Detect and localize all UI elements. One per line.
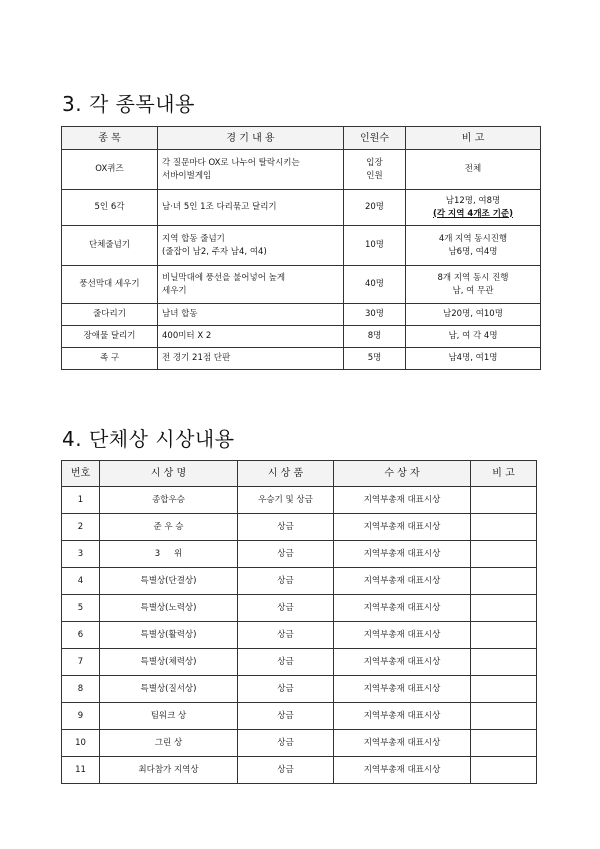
award-row: [62, 730, 537, 757]
event-row: [62, 266, 541, 304]
content-cell: [158, 226, 344, 266]
no-cell: 1: [62, 487, 100, 514]
note-cell: [406, 326, 541, 348]
prize-cell: 상금: [238, 541, 334, 568]
note-cell-line: 4개 지역 동시진행: [438, 233, 508, 244]
note-cell: [406, 266, 541, 304]
no-cell: 4: [62, 568, 100, 595]
recipient-cell: 지역부총재 대표시상: [334, 730, 471, 757]
award-row: [62, 649, 537, 676]
note-cell-line: 전체: [464, 164, 482, 174]
header-recipient: 수 상 자: [334, 461, 471, 487]
count-cell: [344, 266, 406, 304]
award-row: [62, 622, 537, 649]
event-table: [61, 126, 541, 370]
note-cell: [471, 676, 537, 703]
event-row: [62, 190, 541, 226]
award-cell: 준 우 승: [100, 514, 238, 541]
event-row: [62, 304, 541, 326]
no-cell: 3: [62, 541, 100, 568]
award-cell: 특별상(노력상): [100, 595, 238, 622]
content-cell-line: 남녀 합동: [162, 309, 198, 319]
content-cell-line: 남·녀 5인 1조 다리묶고 달리기: [162, 202, 277, 212]
award-row: [62, 541, 537, 568]
note-cell: [471, 703, 537, 730]
prize-cell: 상금: [238, 757, 334, 784]
count-cell-line: 8명: [367, 331, 382, 341]
no-cell: 2: [62, 514, 100, 541]
count-cell-line: 30명: [364, 309, 385, 319]
award-cell: 종합우승: [100, 487, 238, 514]
event-table-header: [62, 127, 541, 150]
count-cell: [344, 348, 406, 370]
note-cell: [471, 730, 537, 757]
event-row: [62, 326, 541, 348]
event-cell: 장애물 달리기: [62, 326, 158, 348]
award-row: [62, 595, 537, 622]
award-row: [62, 757, 537, 784]
content-cell: [158, 150, 344, 190]
no-cell: 5: [62, 595, 100, 622]
header-count: 인원수: [344, 127, 406, 150]
note-cell: [471, 514, 537, 541]
header-no: 번호: [62, 461, 100, 487]
count-cell: [344, 226, 406, 266]
section4-heading: 4. 단체상 시상내용: [62, 427, 235, 451]
award-cell: 팀워크 상: [100, 703, 238, 730]
note-cell: [471, 568, 537, 595]
no-cell: 9: [62, 703, 100, 730]
event-row: [62, 348, 541, 370]
award-cell: 특별상(체력상): [100, 649, 238, 676]
recipient-cell: 지역부총재 대표시상: [334, 568, 471, 595]
award-row: [62, 703, 537, 730]
count-cell-line: 10명: [364, 240, 385, 250]
note-cell: [471, 487, 537, 514]
award-cell: 3 위: [100, 541, 238, 568]
recipient-cell: 지역부총재 대표시상: [334, 649, 471, 676]
event-cell: 줄다리기: [62, 304, 158, 326]
note-cell-line: 남6명, 여4명: [448, 246, 498, 257]
event-row: [62, 226, 541, 266]
count-cell: [344, 150, 406, 190]
prize-cell: 상금: [238, 514, 334, 541]
prize-cell: 상금: [238, 676, 334, 703]
no-cell: 8: [62, 676, 100, 703]
note-cell: [471, 757, 537, 784]
no-cell: 6: [62, 622, 100, 649]
note-cell: [471, 649, 537, 676]
prize-cell: 상금: [238, 703, 334, 730]
content-cell-line: 400미터 X 2: [162, 331, 212, 341]
award-row: [62, 676, 537, 703]
event-cell: 단체줄넘기: [62, 226, 158, 266]
content-cell-line: 각 질문마다 OX로 나누어 탈락시키는: [162, 157, 300, 168]
note-cell-line: 남4명, 여1명: [448, 353, 498, 363]
header-note: 비 고: [471, 461, 537, 487]
note-cell-line: 남, 여 무관: [452, 285, 494, 296]
content-cell-line: (줄잡이 남2, 주자 남4, 여4): [162, 246, 267, 257]
recipient-cell: 지역부총재 대표시상: [334, 541, 471, 568]
header-prize: 시 상 품: [238, 461, 334, 487]
content-cell-line: 서바이벌게임: [162, 170, 212, 181]
prize-cell: 상금: [238, 622, 334, 649]
note-cell: [471, 595, 537, 622]
content-cell: [158, 348, 344, 370]
recipient-cell: 지역부총재 대표시상: [334, 703, 471, 730]
note-cell-line: (각 지역 4개조 기준): [432, 208, 514, 219]
note-cell: [406, 226, 541, 266]
header-note: 비 고: [406, 127, 541, 150]
award-cell: 특별상(질서상): [100, 676, 238, 703]
content-cell: [158, 190, 344, 226]
no-cell: 11: [62, 757, 100, 784]
section3-heading: 3. 각 종목내용: [62, 92, 195, 116]
note-cell: [406, 150, 541, 190]
recipient-cell: 지역부총재 대표시상: [334, 757, 471, 784]
note-cell-line: 남12명, 여8명: [445, 195, 501, 206]
event-cell: OX퀴즈: [62, 150, 158, 190]
award-table: [61, 460, 537, 784]
note-cell: [406, 304, 541, 326]
no-cell: 7: [62, 649, 100, 676]
award-row: [62, 568, 537, 595]
note-cell-line: 8개 지역 동시 진행: [437, 272, 509, 283]
note-cell-line: 남20명, 여10명: [443, 309, 503, 319]
count-cell: [344, 190, 406, 226]
award-row: [62, 514, 537, 541]
award-cell: 그린 상: [100, 730, 238, 757]
recipient-cell: 지역부총재 대표시상: [334, 514, 471, 541]
prize-cell: 우승기 및 상금: [238, 487, 334, 514]
header-content: 경 기 내 용: [158, 127, 344, 150]
count-cell: [344, 304, 406, 326]
event-row: [62, 150, 541, 190]
recipient-cell: 지역부총재 대표시상: [334, 676, 471, 703]
content-cell: [158, 304, 344, 326]
no-cell: 10: [62, 730, 100, 757]
award-table-header: [62, 461, 537, 487]
recipient-cell: 지역부총재 대표시상: [334, 487, 471, 514]
note-cell-line: 남, 여 각 4명: [448, 331, 498, 341]
award-cell: 특별상(활력상): [100, 622, 238, 649]
header-award: 시 상 명: [100, 461, 238, 487]
note-cell: [471, 541, 537, 568]
count-cell-line: 40명: [364, 279, 385, 289]
content-cell-line: 전 경기 21점 단판: [162, 353, 231, 363]
content-cell-line: 비닐막대에 풍선을 불어넣어 높게: [162, 272, 286, 283]
prize-cell: 상금: [238, 730, 334, 757]
award-row: [62, 487, 537, 514]
recipient-cell: 지역부총재 대표시상: [334, 622, 471, 649]
note-cell: [406, 348, 541, 370]
award-cell: 최다참가 지역상: [100, 757, 238, 784]
award-cell: 특별상(단결상): [100, 568, 238, 595]
note-cell: [471, 622, 537, 649]
count-cell-line: 20명: [364, 202, 385, 212]
prize-cell: 상금: [238, 649, 334, 676]
prize-cell: 상금: [238, 595, 334, 622]
event-cell: 족 구: [62, 348, 158, 370]
event-cell: 풍선막대 세우기: [62, 266, 158, 304]
count-cell-line: 입장: [366, 157, 383, 168]
count-cell-line: 5명: [367, 353, 382, 363]
count-cell-line: 인원: [366, 170, 383, 181]
event-cell: 5인 6각: [62, 190, 158, 226]
content-cell: [158, 326, 344, 348]
content-cell-line: 지역 합동 줄넘기: [162, 233, 225, 244]
content-cell-line: 세우기: [162, 285, 187, 296]
content-cell: [158, 266, 344, 304]
header-event: 종 목: [62, 127, 158, 150]
recipient-cell: 지역부총재 대표시상: [334, 595, 471, 622]
note-cell: [406, 190, 541, 226]
count-cell: [344, 326, 406, 348]
prize-cell: 상금: [238, 568, 334, 595]
